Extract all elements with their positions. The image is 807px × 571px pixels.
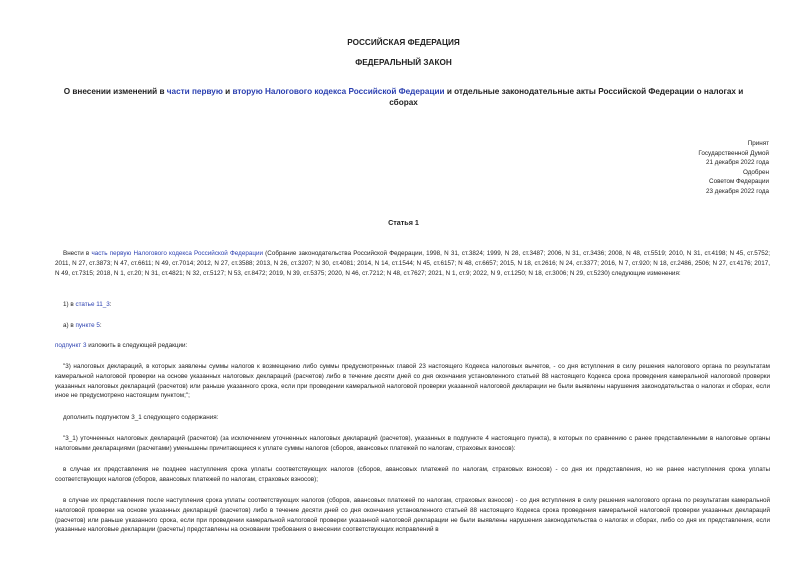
approved-date: 23 декабря 2022 года: [706, 187, 769, 195]
accepted-date: 21 декабря 2022 года: [706, 159, 769, 167]
link-subpoint-3[interactable]: подпункт 3: [55, 342, 87, 349]
paragraph-quote-3: "3) налоговых деклараций, в которых заявлены суммы налогов к возмещению либо суммы предусмотренных главой 23 настоящего Кодекса налоговых вычетов, - со дня вступления в силу решения налогового органа по результатам камеральной налоговой проверки на основе указанных налоговых деклараций (расчетов) либо в течение десяти дней со дня окончания установленного статьей 88 настоящего Кодекса срока проведения камеральной налоговой проверки указанных налоговых деклараций (расчетов) или раньше указанного срока, если при проведении камеральной налоговой проверки указанной налоговой декларации не были выявлены нарушения законодательства о налогах и сборах, если иное не предусмотрено настоящим пунктом;";: [55, 363, 770, 400]
law-title: [52, 86, 755, 108]
paragraph-text: :: [99, 322, 102, 329]
link-article-11-3[interactable]: статье 11_3: [75, 301, 110, 308]
country-heading: РОССИЙСКАЯ ФЕДЕРАЦИЯ: [347, 38, 460, 47]
link-part-one[interactable]: части первую: [166, 87, 223, 96]
link-point-5[interactable]: пункте 5: [75, 322, 100, 329]
link-tax-code-part-one[interactable]: часть первую Налогового кодекса Российской Федерации: [91, 250, 263, 257]
paragraph-text: изложить в следующей редакции:: [86, 342, 188, 349]
accepted-by: Государственной Думой: [698, 149, 769, 157]
paragraph-quote-3-1: "3_1) уточненных налоговых деклараций (расчетов) (за исключением уточненных налоговых деклараций (расчетов), указанных в подпункте 4 настоящего пункта), в которых по сравнению с ранее представленными в налоговые органы налоговыми декларациями (расчетами) уменьшены причитающиеся к уплате суммы налогов (сборов, авансовых платежей по налогам, страховых взносов):: [55, 435, 770, 452]
law-title-text: О внесении изменений в: [63, 87, 167, 96]
paragraph-text: 1) в: [63, 301, 76, 308]
paragraph-item-a: [55, 321, 770, 331]
paragraph-case-after: в случае их представления после наступления срока уплаты соответствующих налогов (сборов, авансовых платежей по налогам, страховых взносов) - со дня вступления в силу решения налогового органа по результатам камеральной налоговой проверки на основе указанных деклараций (расчетов) либо в течение десяти дней со дня окончания установленного статьей 88 настоящего Кодекса срока проведения камеральной налоговой проверки указанных деклараций (расчетов) или раньше указанного срока, если при проведении камеральной налоговой проверки указанной налоговой декларации не были выявлены нарушения законодательства о налогах и сборах, либо со дня их представления, если указанные налоговые декларации (расчеты) представлены на основании требования о внесении соответствующих исправлений в: [55, 497, 770, 534]
paragraph-add-3-1: дополнить подпунктом 3_1 следующего содержания:: [63, 414, 219, 421]
paragraph-subpoint: [55, 341, 770, 351]
paragraph-text: а) в: [63, 322, 76, 329]
paragraph-text: Внести в: [63, 250, 92, 257]
approved-by: Советом Федерации: [709, 178, 769, 186]
paragraph-case-before: в случае их представления не позднее наступления срока уплаты соответствующих налогов (сборов, авансовых платежей по налогам, страховых взносов) - со дня их представления, но не ранее наступления срока уплаты соответствующих налогов (сборов, авансовых платежей по налогам, страховых взносов);: [55, 466, 770, 483]
paragraph-text: :: [109, 301, 112, 308]
accepted-label: Принят: [747, 140, 769, 147]
link-tax-code[interactable]: вторую Налогового кодекса Российской Федерации: [232, 87, 445, 96]
approved-label: Одобрен: [742, 168, 769, 176]
paragraph-text: (Собрание законодательства Российской Федерации, 1998, N 31, ст.3824; 1999, N 28, ст.3487; 2006, N 31, ст.3436; 2008, N 48, ст.5519; 2010, N 31, ст.4198; N 45, ст.5752; 2011, N 27, ст.3873; N 47, ст.6611; N 49, ст.7014; 2012, N 27, ст.3588; 2013, N 26, ст.3207; N 30, ст.4081; 2014, N 14, ст.1544; N 45, ст.6157; N 48, ст.6657; 2015, N 18, ст.2616; N 24, ст.3377; 2016, N 7, ст.920; N 18, ст.2486, 2506; N 27, ст.4176; 2017, N 49, ст.7315; 2018, N 1, ст.20; N 31, ст.4821; N 32, ст.5127; N 53, ст.8472; 2019, N 39, ст.5375; 2020, N 46, ст.7212; N 48, ст.7627; 2021, N 1, ст.9; 2022, N 9, ст.1250; N 18, ст.3006; N 29, ст.5230) следующие изменения:: [55, 250, 771, 277]
paragraph-intro: [55, 249, 770, 278]
acceptance-block: [698, 139, 769, 197]
paragraph-item-1: [55, 300, 770, 310]
article-heading: Статья 1: [388, 218, 419, 227]
law-title-text: и отдельные законодательные акты Российской Федерации о налогах и сборах: [389, 87, 744, 107]
law-type-heading: ФЕДЕРАЛЬНЫЙ ЗАКОН: [355, 58, 452, 67]
law-title-text: и: [222, 87, 233, 96]
